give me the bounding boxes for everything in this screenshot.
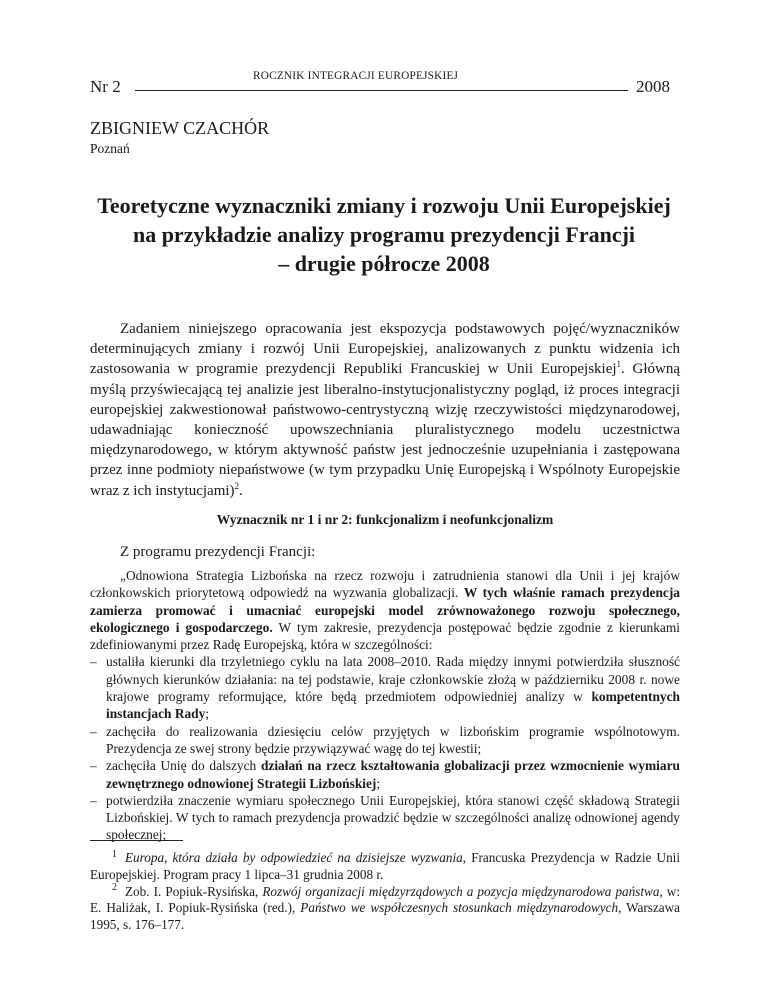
list-item: – potwierdziła znaczenie wymiaru społecznego Unii Europejskiej, która stanowi część składową Strategii Lizbońskiej. W tych to ramach prezydencja prowadzić będzie w szczególności analizę odnowionej agendy społecznej; — [90, 792, 680, 844]
program-quote — [90, 567, 680, 844]
list-item: – zachęciła Unię do dalszych działań na rzecz kształtowania globalizacji przez wzmocnienie wymiaru zewnętrznego odnowionej Strategii Lizbońskiej; — [90, 757, 680, 792]
author-affiliation: Poznań — [90, 141, 130, 156]
title-line: na przykładzie analizy programu prezydencji Francji — [132, 222, 636, 247]
issue-number: Nr 2 — [90, 77, 121, 96]
footnote-1: $^1$ Europa, która działa by odpowiedzieć na dzisiejsze wyzwania, Francuska Prezydencja w Radzie Unii Europejskiej. Program pracy 1 lipca–31 grudnia 2008 r. — [90, 848, 681, 882]
title-line: Teoretyczne wyznaczniki zmiany i rozwoju Unii Europejskiej — [97, 193, 671, 218]
intro-text: . Główną myślą przyświecającą tej analizie jest liberalno-instytucjonalistyczny pogląd, iż proces integracji europejskiej zakwestionował państwowo-centrystyczną wizję rzeczywistości międzynarodowej, udawadniając konieczność upowszechniania pluralistycznego modelu uczestnictwa międzynarodowego, w którym aktywność państw jest jednocześnie uzupełniania i zastępowana przez inne podmioty niepaństwowe (w tym przypadku Unię Europejską i Wspólnoty Europejskie wraz z ich instytucjami) — [90, 361, 680, 499]
issue-year: 2008 — [636, 77, 670, 96]
footnote-ref-2: 2 — [234, 480, 240, 491]
intro-text: Zadaniem niniejszego opracowania jest ekspozycja podstawowych pojęć/wyznaczników determinujących zmiany i rozwój Unii Europejskiej, analizowanych z punktu widzenia ich zastosowania w programie prezydencji Republiki Francuskiej w Unii Europejskiej — [90, 321, 680, 378]
quote-lead: Z programu prezydencji Francji: — [120, 544, 316, 560]
article-title — [80, 191, 688, 278]
emphasis: kompetentnych instancjach Rady — [106, 689, 680, 722]
title-line: – drugie półrocze 2008 — [278, 251, 490, 276]
footnote-rule — [90, 840, 183, 841]
footnote-ref-1: 1 — [616, 359, 622, 370]
header-rule — [135, 90, 628, 91]
quote-list — [90, 653, 680, 843]
intro-paragraph — [90, 319, 680, 501]
emphasis: działań na rzecz kształtowania globalizacji przez wzmocnienie wymiaru zewnętrznego odnowionej Strategii Lizbońskiej — [106, 758, 680, 791]
quote-paragraph: „Odnowiona Strategia Lizbońska na rzecz rozwoju i zatrudnienia stanowi dla Unii i jej krajów członkowskich priorytetową odpowiedź na wyzwania globalizacji. W tych właśnie ramach prezydencja zamierza promować i umacniać europejski model zrównoważonego rozwoju społecznego, ekologicznego i gospodarczego. W tym zakresie, prezydencja postępować będzie zgodnie z kierunkami zdefiniowanymi przez Radę Europejską, która w szczególności: — [90, 568, 681, 653]
emphasis: W tych właśnie ramach prezydencja zamierza promować i umacniać europejski model zrównoważonego rozwoju społecznego, ekologicznego i gospodarczego. — [90, 585, 681, 635]
list-item: – zachęciła do realizowania dziesięciu celów przyjętych w lizbońskim programie wspólnotowym. Prezydencja ze swej strony będzie przywiązywać wagę do tej kwestii; — [90, 723, 680, 758]
footnote-2: $^2$ Zob. I. Popiuk-Rysińska, Rozwój organizacji międzyrządowych a pozycja międzynarodowa państwa, w: E. Haliżak, I. Popiuk-Rysińska (red.), Państwo we współczesnych stosunkach międzynarodowych, Warszawa 1995, s. 176–177. — [90, 882, 680, 933]
section-heading: Wyznacznik nr 1 i nr 2: funkcjonalizm i neofunkcjonalizm — [216, 512, 554, 527]
journal-name: ROCZNIK INTEGRACJI EUROPEJSKIEJ — [253, 70, 459, 82]
footnotes — [90, 850, 680, 934]
author-name: ZBIGNIEW CZACHÓR — [90, 118, 270, 138]
intro-text: . — [239, 482, 243, 499]
list-item: – ustaliła kierunki dla trzyletniego cyklu na lata 2008–2010. Rada między innymi potwierdziła słuszność głównych kierunków działania: na tej podstawie, kraje członkowskie złożą w październiku 2008 r. nowe krajowe programy reformujące, które będą przedmiotem odpowiedniej analizy w kompetentnych instancjach Rady; — [90, 653, 680, 722]
